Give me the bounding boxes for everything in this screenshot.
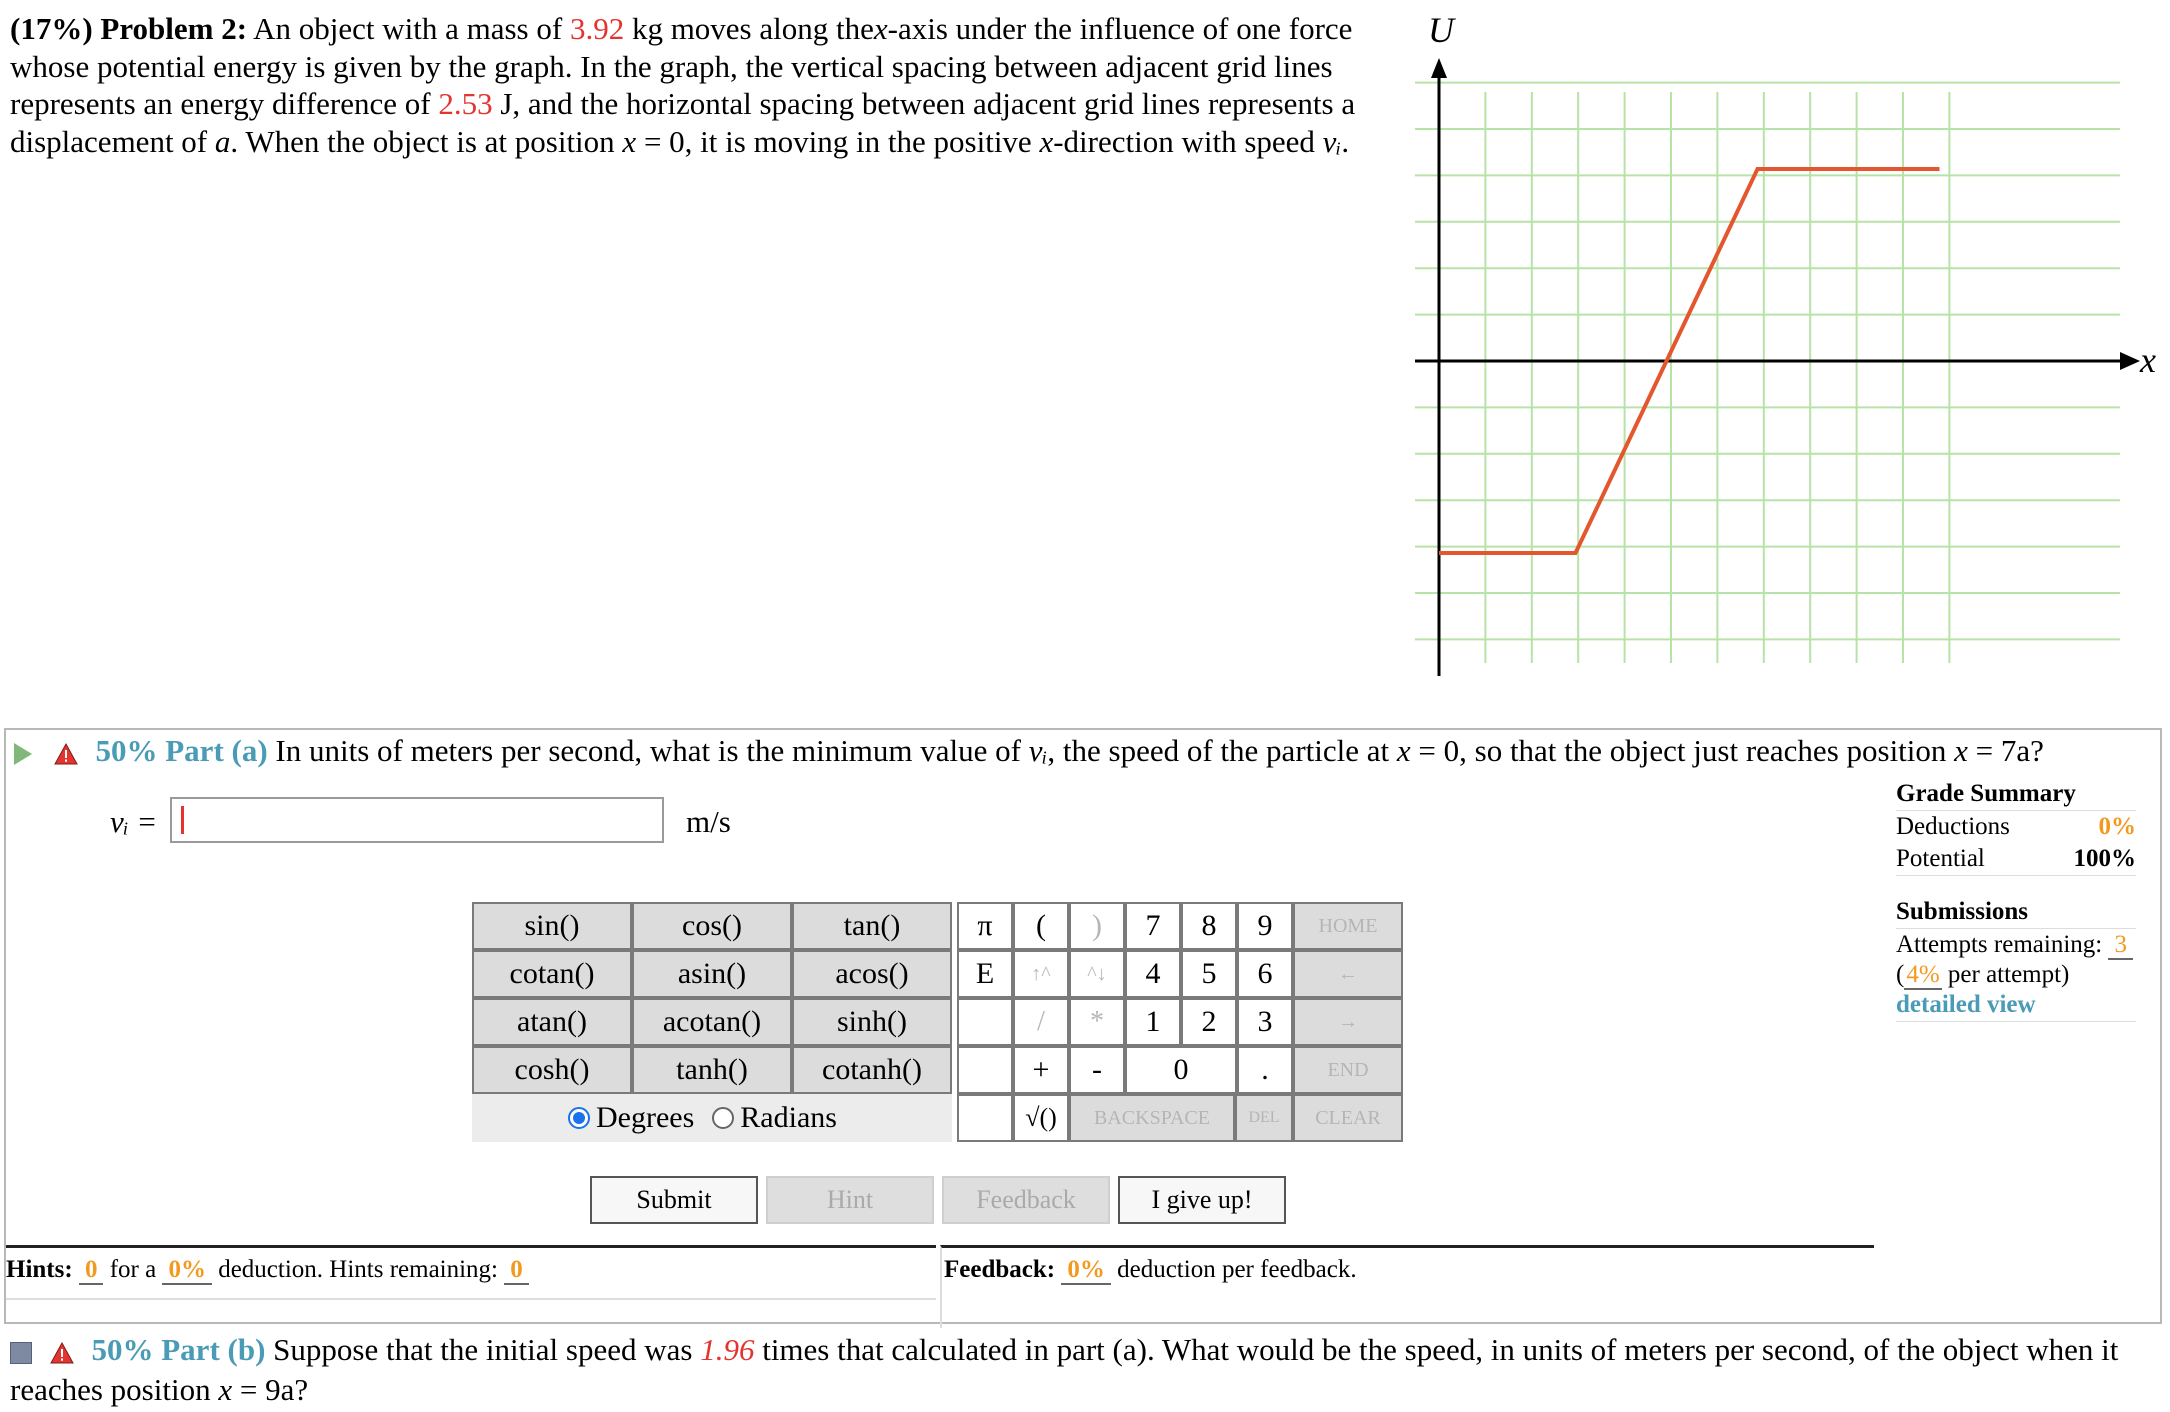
feedback-text: deduction per feedback. [1117,1256,1357,1283]
feedback-deduction: 0% [1061,1256,1111,1285]
problem-text: An object with a mass of [253,11,563,46]
var-x: x [1954,733,1968,768]
var-x: x [1396,733,1411,768]
text-caret [181,806,184,834]
cotan-key[interactable]: cotan() [472,950,632,998]
give-up-button[interactable]: I give up! [1118,1176,1286,1224]
question-text: , the speed of the particle at [1047,733,1390,768]
warning-icon [50,1342,74,1364]
hints-deduction: 0% [162,1256,212,1285]
feedback-status [940,1245,1874,1328]
submit-button[interactable]: Submit [590,1176,758,1224]
grade-summary [1896,778,2136,1022]
hints-status [6,1245,936,1300]
speed-factor: 1.96 [700,1332,755,1367]
multiply-key[interactable]: * [1069,998,1125,1046]
detailed-view-link[interactable]: detailed view [1896,989,2136,1022]
home-key[interactable]: HOME [1293,902,1403,950]
right-arrow-key[interactable]: → [1293,998,1403,1046]
potential-energy-graph [1400,0,2170,700]
expand-play-icon[interactable] [14,743,32,765]
acotan-key[interactable]: acotan() [632,998,792,1046]
angle-mode-row [472,1094,952,1142]
var-x: x [1039,123,1054,159]
deductions-value: 0% [2098,813,2136,840]
paren: ( [1896,961,1905,988]
cos-key[interactable]: cos() [632,902,792,950]
hints-text: for a [109,1256,157,1283]
problem-text: kg moves along the [631,11,874,46]
key-5[interactable]: 5 [1181,950,1237,998]
energy-value: 2.53 [438,86,493,121]
decimal-key[interactable]: . [1237,1046,1293,1094]
key-3[interactable]: 3 [1237,998,1293,1046]
divide-key[interactable]: / [1013,998,1069,1046]
problem-text: . [1341,123,1350,159]
blank-key [957,998,1013,1046]
part-b-percent: 50% [91,1332,154,1367]
question-text: In units of meters per second, what is the minimum value of [275,733,1021,768]
minus-key[interactable]: - [1069,1046,1125,1094]
answer-unit: m/s [686,804,731,839]
blank-key [957,1046,1013,1094]
degrees-label: Degrees [596,1101,695,1134]
degrees-radio[interactable] [568,1107,590,1129]
var-x: x [873,11,888,46]
question-text: times that calculated in part (a). What would be the speed, in units of meters per second, of the object when it reaches position [10,1332,2119,1407]
hints-text: deduction. Hints remaining: [218,1256,498,1283]
key-0[interactable]: 0 [1125,1046,1237,1094]
var-vi: vᵢ [1322,123,1342,159]
var-vi: vᵢ [1028,733,1048,768]
part-a-label: Part (a) [165,733,268,768]
rparen-key[interactable]: ) [1069,902,1125,950]
problem-text: . When the object is at position [230,123,615,159]
blank-key [957,1094,1013,1142]
submissions-title: Submissions [1896,896,2136,929]
part-b-question [10,1330,2150,1410]
expand-collapse-icon[interactable] [10,1342,32,1364]
u-axis [1431,58,1447,676]
problem-text: -axis under the influence of one force whose potential energy is given by the graph. In the graph, the vertical spacing between adjacent grid lines represents an energy difference of [10,11,1353,121]
potential-value: 100% [2073,845,2136,872]
sqrt-key[interactable]: √() [1013,1094,1069,1142]
del-key[interactable]: DEL [1235,1094,1293,1142]
backspace-key[interactable]: BACKSPACE [1069,1094,1235,1142]
question-text: = 7a? [1975,733,2044,768]
problem-weight: (17%) [10,11,93,46]
left-arrow-key[interactable]: ← [1293,950,1403,998]
move-up-key[interactable]: ↑^ [1013,950,1069,998]
key-2[interactable]: 2 [1181,998,1237,1046]
warning-icon [54,743,78,765]
attempts-label: Attempts remaining: [1896,931,2103,958]
pi-key[interactable]: π [957,902,1013,950]
tan-key[interactable]: tan() [792,902,952,950]
hints-label: Hints: [6,1256,73,1283]
feedback-label: Feedback: [944,1256,1056,1283]
part-a-percent: 50% [95,733,158,768]
key-6[interactable]: 6 [1237,950,1293,998]
key-9[interactable]: 9 [1237,902,1293,950]
key-8[interactable]: 8 [1181,902,1237,950]
cotanh-key[interactable]: cotanh() [792,1046,952,1094]
part-b-label: Part (b) [161,1332,266,1367]
question-text: Suppose that the initial speed was [273,1332,693,1367]
per-attempt-value: 4% [1906,961,1940,988]
problem-title: Problem 2: [100,11,248,46]
hints-count: 0 [79,1256,104,1285]
radians-label: Radians [740,1101,837,1134]
part-a-question [14,733,2044,769]
feedback-button[interactable]: Feedback [942,1176,1110,1224]
var-a: a [214,123,231,159]
clear-key[interactable]: CLEAR [1293,1094,1403,1142]
tanh-key[interactable]: tanh() [632,1046,792,1094]
problem-text: -direction with speed [1053,123,1315,159]
problem-text: J, and the horizontal spacing between adjacent grid lines represents a displacement of [10,86,1356,159]
question-text: = 9a? [239,1372,309,1407]
u-axis-label: U [1428,10,1454,50]
x-axis [1415,352,2140,370]
deductions-label: Deductions [1896,813,2010,840]
hints-remaining: 0 [504,1256,529,1285]
key-7[interactable]: 7 [1125,902,1181,950]
question-text: = 0, so that the object just reaches position [1418,733,1947,768]
var-x: x [622,123,637,159]
var-x: x [218,1372,233,1407]
end-key[interactable]: END [1293,1046,1403,1094]
potential-label: Potential [1896,845,1985,872]
hint-button[interactable]: Hint [766,1176,934,1224]
lparen-key[interactable]: ( [1013,902,1069,950]
move-down-key[interactable]: ^↓ [1069,950,1125,998]
key-1[interactable]: 1 [1125,998,1181,1046]
plus-key[interactable]: + [1013,1046,1069,1094]
atan-key[interactable]: atan() [472,998,632,1046]
asin-key[interactable]: asin() [632,950,792,998]
problem-statement [10,10,1390,160]
per-attempt-text: per attempt) [1947,961,2070,988]
mass-value: 3.92 [569,11,625,46]
cosh-key[interactable]: cosh() [472,1046,632,1094]
sin-key[interactable]: sin() [472,902,632,950]
sinh-key[interactable]: sinh() [792,998,952,1046]
attempts-value: 3 [2108,931,2133,960]
acos-key[interactable]: acos() [792,950,952,998]
answer-input[interactable] [170,797,664,843]
e-key[interactable]: E [957,950,1013,998]
x-axis-label: x [2140,340,2156,380]
key-4[interactable]: 4 [1125,950,1181,998]
grade-summary-title: Grade Summary [1896,778,2136,811]
problem-text: = 0, it is moving in the positive [643,123,1032,159]
radians-radio[interactable] [712,1107,734,1129]
answer-label: vᵢ = [110,804,158,839]
